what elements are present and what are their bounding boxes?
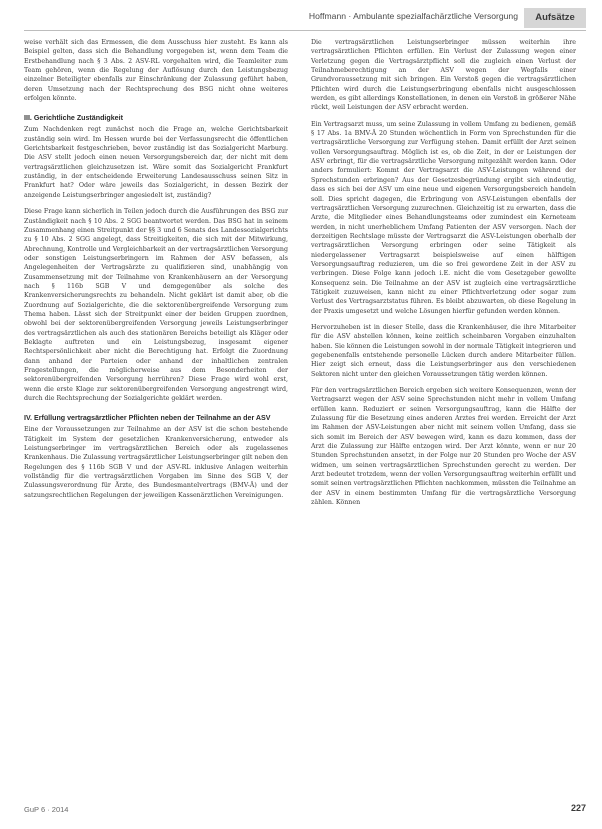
running-header-title: Hoffmann · Ambulante spezialfachärztliche Versorgung [308,11,518,21]
paragraph: Diese Frage kann sicherlich in Teilen jedoch durch die Ausführungen des BSG zur Zuständigkeit nach § 10 Abs. 2 SGG beantwortet werden. Das BSG hat in seinem Zusammenhang einen Streitpunkt der §§ 3 und 6 Senats des Landessozialgerichts zu § 10 Abs. 2 SGG angelegt, dass Streitigkeiten, die sich mit der Mitwirkung, Abrechnung, Kontrolle und Vergleichbarkeit an der vertragsärztlichen Versorgung oder sonstigen Leistungserbringern im Rahmen der ASV befassen, als Angelegenheiten der Vertragsärzte zu qualifizieren sind, unabhängig von Zusammensetzung mit der Teilnahme von Krankenhäusern an der Versorgung nach § 116b SGB V und demgegenüber als solche des Krankenversicherungsrechts zu behandeln. Nicht geklärt ist damit aber, ob die Zuordnung auf Sozialgerichte, die die sektorenübergreifende Versorgung zum Thema haben. Lässt sich der Streitpunkt einer der beiden Gruppen zuordnen, obwohl bei der sektorenübergreifenden Versorgung jeweils Leistungserbringer des vertragsärztlichen als auch des stationären Bereichs beteiligt als Kläger oder Beklagte auftreten und ein Leistungsbezug, insgesamt eigener Rechtspersönlichkeit aber nicht die Berechtigung hat. Erfolgt die Zuordnung dann anhand der Parteien oder anhand der inhaltlichen zentralen Fragestellungen, die möglicherweise aus dem Besonderheiten der sektorenübergreifenden Versorgung herrühren? Diese Frage wird wohl erst, wenn die erste Klage zur sektorenübergreifenden Versorgung angestrengt wird, durch die Rechtsprechung der Sozialgerichte geklärt werden. [24,208,289,403]
paragraph: Hervorzuheben ist in dieser Stelle, dass die Krankenhäuser, die ihre Mitarbeiter für die ASV abstellen können, keine zeitlich scheinbaren Vorgaben einzuhalten haben. Sie können die Leistungen sowohl in der normale Tätigkeit integrieren und gegebenenfalls entstehende personelle Lücken durch andere Mitarbeiter füllen. Hier zeigt sich erneut, dass die Leistungserbringer aus den verschiedenen Sektoren nicht unter den gleichen Voraussetzungen tätig werden können. [311,323,576,378]
paragraph: Die vertragsärztlichen Leistungserbringer müssen weiterhin ihre vertragsärztlichen Pflichten erfüllen. Ein Verlust der Zulassung wegen einer Verletzung gegen die Vertragsärztpflicht soll die zugleich einen Verlust der Teilnahmeberechtigung an der ASV wegen der Wegfalls einer Grundvoraussetzung mit sich bringen. Ein Verstoß gegen die vertragsärztlichen Pflichten wird durch die Leistungserbringung ebenfalls nicht ausgeschlossen werden, es gibt allerdings Konstellationen, in denen ein Verstoß in größerer Nähe rückt, weil Leistungen der ASV erbracht werden. [311,39,576,112]
left-column [24,38,288,507]
right-column [311,38,576,515]
section-heading-4: IV. Erfüllung vertragsärztlicher Pflichten neben der Teilnahme an der ASV [24,414,271,423]
paragraph: Ein Vertragsarzt muss, um seine Zulassung in vollem Umfang zu bedienen, gemäß § 17 Abs. 1a BMV-Ä 20 Stunden wöchentlich in Form von Sprechstunden für die vertragsärztliche Versorgung zur Verfügung stehen. Damit erfüllt der Arzt seinen vollen Versorgungsauftrag. Möglich ist es, ob die Zeit, in der er Leistungen der ASV erbringt, für die vertragsärztliche Versorgung mitgezählt werden kann. Oder anders formuliert: Kommt der Vertragsarzt die ASV-Leistungen während der Sprechstunden erbringen? Aus der Gesetzesbegründung ergibt sich eindeutig, dass es sich bei der ASV um eine neue und eigenen Versorgungsbereich handeln soll. Dies spricht dagegen, die Erbringung von ASV-Leistungen ebenfalls der vertragsärztlichen Versorgung zuzurechnen. Gleichzeitig ist zu erwarten, dass die Arzte, die Mitglieder eines Behandlungsteams oder zumindest ein Kerneteam werden, in nicht unerheblichem Umfang Patienten der ASV versorgen. Nach der derzeitigen Rechtslage müsste der Vertragsarzt die ASV-Leistungen oberhalb der vertragsärztlichen Versorgung erbringen oder seine Tätigkeit als niedergelassener Vertragsarzt beispielsweise auf einen hälftigen Versorgungsauftrag reduzieren, um die so frei gewordene Zeit in der ASV zu verbringen. Diese Folge kann jedoch i.E. nicht die vom Gesetzgeber gewollte Konsequenz sein. Die Teilnahme an der ASV ist zugleich eine vertragsärztliche Tätigkeit zuzuweisen, kann nicht zu einer Pflichtverletzung oder sogar zum Verlust des Vertragsarztstatus führen. Es bleibt abzuwarten, ob diese Regelung in der Praxis umgesetzt und welche Lösungen hierfür gefunden werden können. [311,120,576,315]
running-header [0,8,602,28]
section-tag: Aufsätze [524,8,586,28]
section-heading-3: III. Gerichtliche Zuständigkeit [24,114,123,123]
page-number: 227 [570,803,586,813]
paragraph-continuation: weise verhält sich das Ermessen, die dem Ausschuss hier zusteht. Es kann als Beispiel gelten, dass sich die Behandlung vorgegeben ist, wenn dem Team die Erstbehandlung nach § 3 Abs. 2 ASV-RL vorgehalten wird, die Teamleiter zum Team gehören, wenn die Regelung der Auflösung durch den Leistungsbezug einzelner Beteiligter ebenfalls zur Einschränkung der Zulassung geführt haben, deren Umsetzung nach der Rechtsprechung des BSG nicht ohne weiteres erfolgen könnte. [24,39,288,103]
paragraph: Eine der Voraussetzungen zur Teilnahme an der ASV ist die schon bestehende Tätigkeit im System der gesetzlichen Krankenversicherung, entweder als Leistungserbringer im vertragsärztlichen Bereich oder als zugelassenes Krankenhaus. Die Zulassung vertragsärztlicher Leistungserbringer gilt neben den Regelungen des § 116b SGB V und der ASV-RL inklusive Anlagen weiterhin vollständig für die vertragsärztlichen Vorgaben im Sinne des SGB V, der Zulassungsverordnung für Ärzte, des Bundesmantelvertrags (BMV-Ä) und der satzungsrechtlichen Regelungen der jeweiligen Kassenärztlichen Vereinigungen. [24,426,288,499]
page-footer [24,803,586,817]
header-rule [24,30,586,31]
paragraph: Für den vertragsärztlichen Bereich ergeben sich weitere Konsequenzen, wenn der Vertragsarzt wegen der ASV seine Sprechstunden nicht mehr in vollem Umfang erfüllen kann. Reduziert er seinen Versorgungsauftrag, kann die Hälfte der Zulassung für die Besetzung eines anderen Arztes frei werden. Erreicht der Arzt im Rahmen der ASV-Leistungen aber nicht mit seinem vollen Umfang, dass sie sich somit im Bereich der ASV bewegen wird, kann es dazu kommen, dass der Arzt die Zulassung zur Hälfte entzogen wird. Der Arzt könnte, wenn er nur 20 Stunden Sprechstunden ansetzt, in der Folge nur 20 Stunden pro Woche der ASV widmen, um seinen vertragsärztlichen Sprechstunden gerecht zu werden. Der Arzt bedeutet trotzdem, wenn der vollen Versorgungsauftrag weiterhin erfüllt und somit seinen vertragsärztlichen Pflichten nachkommen, müssten die Teilnahme an der ASV in einem bestimmten Umfang für die vertragsärztliche Versorgung zählen. Können [311,387,576,507]
journal-issue: GuP 6 · 2014 [24,805,69,814]
paragraph: Zum Nachdenken regt zunächst noch die Frage an, welche Gerichtsbarkeit zuständig sein wird. Im Hessen wurde bei der Verfassungsrecht die öffentlichen Gerichtsbarkeit festgeschrieben, bevor zuständig ist das Sozialgericht Marburg. Die ASV stellt jedoch einen neuen Versorgungsbereich dar, der nicht mit dem vertragsärztlichen gleichzusetzen ist. Wäre somit das Sozialgericht Frankfurt zuständig, in der entscheidende Erweiterung Landesausschuss seinen Sitz in Frankfurt hat? Oder wäre jeweils das Sozialgericht, in dessen Bezirk der anzeigende Leistungserbringer angesiedelt ist, zuständig? [24,126,288,199]
